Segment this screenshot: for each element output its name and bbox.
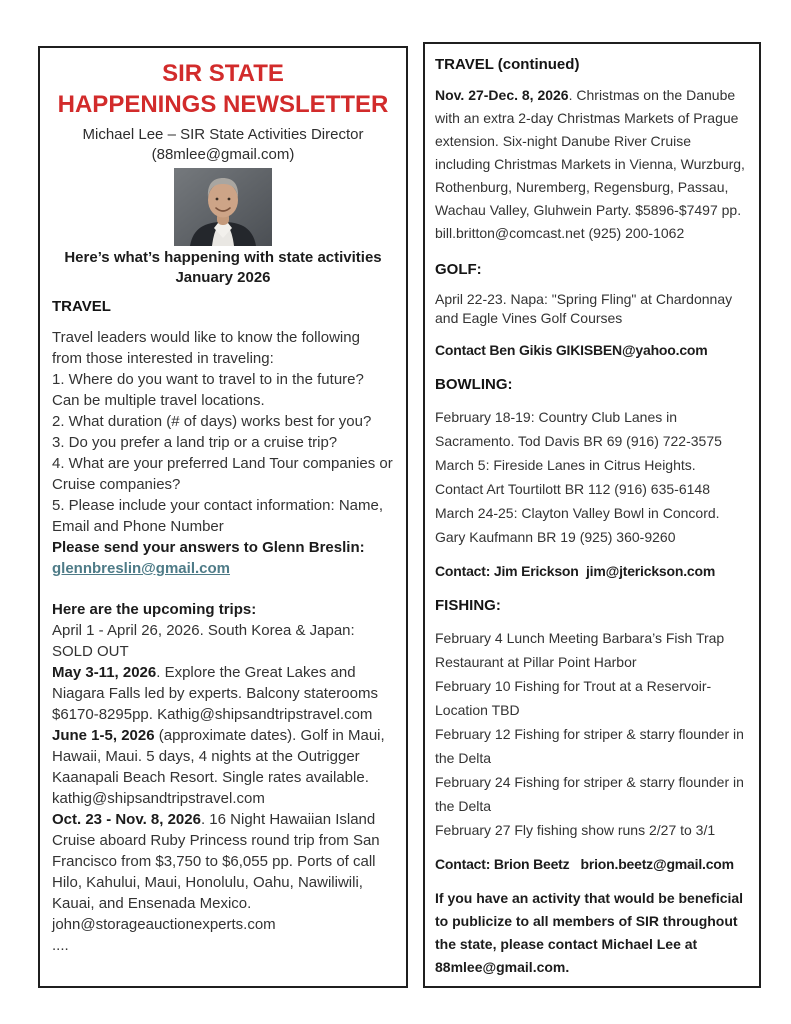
tagline	[52, 248, 394, 288]
bowling-event: March 24-25: Clayton Valley Bowl in Concord.	[435, 505, 720, 521]
fishing-contact: Contact: Brion Beetz brion.beetz@gmail.com	[435, 856, 734, 872]
travel-intro-line: 4. What are your preferred Land Tour companies or Cruise companies?	[52, 455, 393, 493]
left-column-panel	[38, 46, 408, 988]
newsletter-title	[52, 58, 394, 120]
michael-lee-photo-icon	[174, 168, 272, 246]
travel-intro	[52, 327, 394, 956]
travel-intro-line: 1. Where do you want to travel to in the future? Can be multiple travel locations.	[52, 371, 364, 409]
travel-intro-line: 5. Please include your contact information: Name, Email and Phone Number	[52, 497, 384, 535]
travel-intro-line: Travel leaders would like to know the following from those interested in traveling:	[52, 329, 360, 367]
upcoming-trips-heading: Here are the upcoming trips:	[52, 601, 257, 618]
send-answers-line: Please send your answers to Glenn Breslin:	[52, 539, 365, 556]
fishing-heading: FISHING:	[435, 597, 501, 614]
bowling-event: March 5: Fireside Lanes in Citrus Heights.	[435, 457, 696, 473]
travel-intro-line: 2. What duration (# of days) works best for you?	[52, 413, 372, 430]
fishing-event: February 12 Fishing for striper & starry flounder in the Delta	[435, 726, 744, 766]
fishing-event: February 10 Fishing for Trout at a Reservoir-Location TBD	[435, 678, 712, 718]
trip-item: June 1-5, 2026 (approximate dates). Golf in Maui, Hawaii, Maui. 5 days, 4 nights at the Outrigger Kaanapali Beach Resort. Single rates available. kathig@shipsandtripstravel.com	[52, 727, 385, 807]
fishing-event: February 4 Lunch Meeting Barbara’s Fish Trap Restaurant at Pillar Point Harbor	[435, 630, 725, 670]
byline: Michael Lee – SIR State Activities Director	[82, 126, 364, 143]
bowling-event: Contact Art Tourtilott BR 112 (916) 635-6148	[435, 481, 710, 497]
newsletter-title-line1: SIR STATE	[162, 60, 284, 87]
travel-continued-heading: TRAVEL (continued)	[435, 56, 580, 73]
bowling-heading: BOWLING:	[435, 376, 513, 393]
newsletter-title-line2: HAPPENINGS NEWSLETTER	[57, 91, 389, 118]
right-column-panel	[423, 42, 761, 988]
bowling-event: Gary Kaufmann BR 19 (925) 360-9260	[435, 529, 676, 545]
danube-trip-paragraph: Nov. 27-Dec. 8, 2026. Christmas on the Danube with an extra 2-day Christmas Markets of Prague extension. Six-night Danube River Cruise including Christmas Markets in Vienna, Wurzburg, Rothenburg, Nuremberg, Regensburg, Passau, Wachau Valley, Gluhwein Party. $5896-$7497 pp. bill.britton@comcast.net (925) 200-1062	[435, 87, 745, 241]
golf-event: April 22-23. Napa: "Spring Fling" at Chardonnay and Eagle Vines Golf Courses	[435, 291, 733, 326]
trip-item: May 3-11, 2026. Explore the Great Lakes and Niagara Falls led by experts. Balcony staterooms $6170-8295pp. Kathig@shipsandtripstravel.com	[52, 664, 378, 723]
golf-contact: Contact Ben Gikis GIKISBEN@yahoo.com	[435, 342, 708, 358]
glenn-breslin-email-link[interactable]: glennbreslin@gmail.com	[52, 560, 230, 577]
travel-heading: TRAVEL	[52, 298, 111, 315]
golf-heading: GOLF:	[435, 261, 482, 278]
byline-email: (88mlee@gmail.com)	[151, 146, 295, 163]
trip-item: April 1 - April 26, 2026. South Korea & Japan: SOLD OUT	[52, 622, 355, 660]
fishing-event: February 27 Fly fishing show runs 2/27 to 3/1	[435, 822, 716, 838]
tagline-line1: Here’s what’s happening with state activities	[64, 249, 382, 266]
spacer	[52, 579, 394, 599]
bowling-event: February 18-19: Country Club Lanes in Sacramento. Tod Davis BR 69 (916) 722-3575	[435, 409, 722, 449]
newsletter-header	[52, 58, 394, 288]
travel-intro-line: 3. Do you prefer a land trip or a cruise trip?	[52, 434, 338, 451]
footer-note: If you have an activity that would be beneficial to publicize to all members of SIR throughout the state, please contact Michael Lee at 88mlee@gmail.com.	[435, 890, 744, 975]
tagline-line2: January 2026	[175, 269, 271, 286]
trip-item: ....	[52, 937, 69, 954]
trip-item: Oct. 23 - Nov. 8, 2026. 16 Night Hawaiian Island Cruise aboard Ruby Princess round trip from San Francisco from $3,750 to $6,055 pp. Ports of call Hilo, Kahului, Maui, Honolulu, Oahu, Nawiliwili, Kauai, and Ensenada Mexico. john@storageauctionexperts.com	[52, 811, 380, 933]
bowling-events	[435, 405, 749, 549]
fishing-event: February 24 Fishing for striper & starry flounder in the Delta	[435, 774, 744, 814]
bowling-contact: Contact: Jim Erickson jim@jterickson.com	[435, 563, 716, 579]
fishing-events	[435, 626, 749, 842]
